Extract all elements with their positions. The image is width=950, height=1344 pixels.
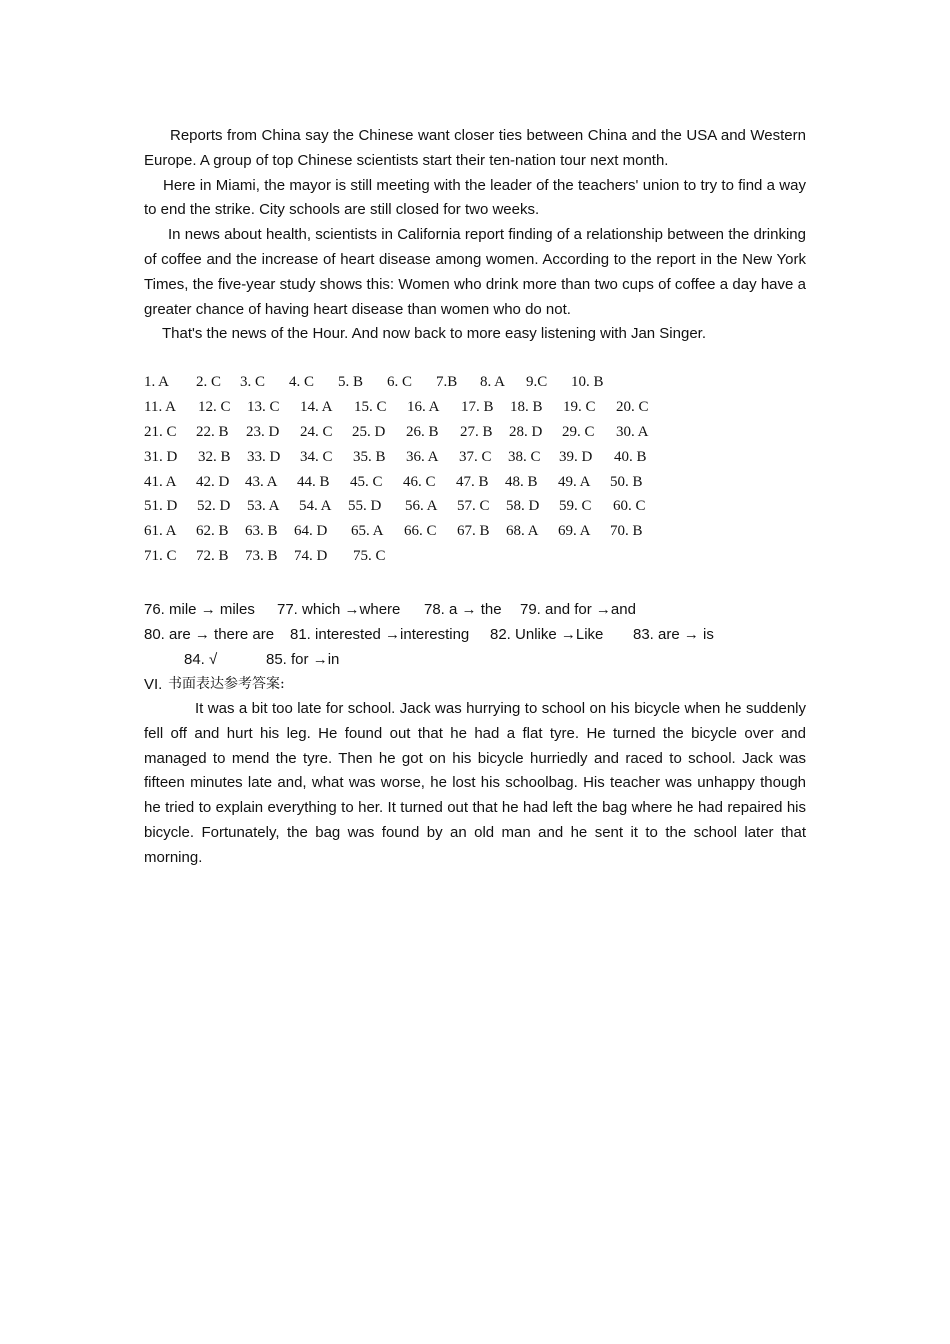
answer-item: 36. A <box>406 448 439 465</box>
answer-item: 29. C <box>562 423 595 440</box>
answer-item: 54. A <box>299 498 332 515</box>
answer-item: 62. B <box>196 523 229 540</box>
correction-item: 85. for →in <box>266 651 340 668</box>
answer-item: 6. C <box>387 374 413 390</box>
correction-item: 81. interested →interesting <box>290 626 470 643</box>
transcript-paragraph: Here in Miami, the mayor is still meeting with the leader of the teachers' union to try to find a way to end the strike. City schools are still closed for two weeks. <box>144 176 806 219</box>
answer-item: 21. C <box>144 423 177 440</box>
answer-item: 17. B <box>461 398 494 415</box>
answer-item: 44. B <box>297 473 330 490</box>
answer-item: 69. A <box>558 523 591 540</box>
answer-key <box>144 374 664 573</box>
answer-item: 31. D <box>144 448 178 465</box>
answer-item: 66. C <box>404 523 437 540</box>
corrections-line <box>144 622 744 647</box>
correction-item: 77. which →where <box>277 601 401 618</box>
answer-row <box>144 374 664 399</box>
answer-item: 68. A <box>506 523 539 540</box>
answer-item: 73. B <box>245 548 278 565</box>
answer-item: 48. B <box>505 473 538 490</box>
answer-item: 59. C <box>559 498 592 515</box>
answer-item: 63. B <box>245 523 278 540</box>
corrections-line <box>144 597 744 622</box>
answer-item: 50. B <box>610 473 643 490</box>
correction-item: 76. mile → miles <box>144 601 255 618</box>
answer-item: 42. D <box>196 473 230 490</box>
answer-item: 32. B <box>198 448 231 465</box>
transcript-paragraph: That's the news of the Hour. And now back to more easy listening with Jan Singer. <box>162 325 706 343</box>
answer-item: 72. B <box>196 548 229 565</box>
answer-item: 35. B <box>353 448 386 465</box>
answer-row <box>144 548 664 573</box>
answer-item: 3. C <box>240 374 266 390</box>
answer-item: 56. A <box>405 498 438 515</box>
answer-item: 46. C <box>403 473 436 490</box>
answer-item: 13. C <box>247 398 280 415</box>
correction-item: 79. and for →and <box>520 601 636 618</box>
answer-item: 65. A <box>351 523 384 540</box>
answer-item: 24. C <box>300 423 333 440</box>
answer-item: 7.B <box>436 374 458 390</box>
answer-item: 30. A <box>616 423 649 440</box>
transcript-paragraph: In news about health, scientists in California report finding of a relationship between the drinking of coffee and the increase of heart disease among women. According to the report in the New York Times, the five-year study shows this: Women who drink more than two cups of coffee a day have a greater chance of having heart disease than women who do not. <box>144 226 806 318</box>
answer-item: 19. C <box>563 398 596 415</box>
answer-item: 18. B <box>510 398 543 415</box>
answer-item: 34. C <box>300 448 333 465</box>
correction-item: 82. Unlike →Like <box>490 626 604 643</box>
writing-essay <box>144 697 806 871</box>
answer-item: 61. A <box>144 523 177 540</box>
answer-item: 58. D <box>506 498 540 515</box>
answer-item: 67. B <box>457 523 490 540</box>
answer-item: 15. C <box>354 398 387 415</box>
answer-item: 43. A <box>245 473 278 490</box>
answer-item: 25. D <box>352 423 386 440</box>
answer-item: 20. C <box>616 398 649 415</box>
answer-item: 74. D <box>294 548 328 565</box>
answer-item: 28. D <box>509 423 543 440</box>
answer-row <box>144 424 664 449</box>
answer-item: 70. B <box>610 523 643 540</box>
answer-item: 38. C <box>508 448 541 465</box>
answer-item: 53. A <box>247 498 280 515</box>
correction-item: 78. a → the <box>424 601 502 618</box>
section-number: VI. <box>144 676 163 693</box>
answer-item: 33. D <box>247 448 281 465</box>
answer-item: 8. A <box>480 374 506 390</box>
writing-heading <box>144 672 444 697</box>
answer-item: 1. A <box>144 374 170 390</box>
answer-item: 10. B <box>571 374 604 390</box>
answer-item: 22. B <box>196 423 229 440</box>
answer-row <box>144 399 664 424</box>
correction-item: 84. √ <box>184 651 218 668</box>
answer-item: 12. C <box>198 398 231 415</box>
answer-item: 57. C <box>457 498 490 515</box>
answer-item: 51. D <box>144 498 178 515</box>
answer-item: 45. C <box>350 473 383 490</box>
answer-item: 27. B <box>460 423 493 440</box>
answer-item: 64. D <box>294 523 328 540</box>
answer-row <box>144 523 664 548</box>
answer-item: 4. C <box>289 374 315 390</box>
answer-item: 9.C <box>526 374 548 390</box>
answer-item: 37. C <box>459 448 492 465</box>
answer-item: 41. A <box>144 473 177 490</box>
corrections-line <box>144 647 744 672</box>
answer-item: 16. A <box>407 398 440 415</box>
answer-item: 14. A <box>300 398 333 415</box>
listening-transcript <box>144 124 806 347</box>
section-title: 书面表达参考答案: <box>168 676 285 692</box>
answer-item: 39. D <box>559 448 593 465</box>
answer-item: 49. A <box>558 473 591 490</box>
answer-item: 26. B <box>406 423 439 440</box>
answer-item: 5. B <box>338 374 364 390</box>
answer-item: 47. B <box>456 473 489 490</box>
answer-item: 60. C <box>613 498 646 515</box>
answer-item: 2. C <box>196 374 222 390</box>
correction-item: 83. are → is <box>633 626 714 643</box>
answer-row <box>144 474 664 499</box>
answer-item: 52. D <box>197 498 231 515</box>
transcript-paragraph: Reports from China say the Chinese want closer ties between China and the USA and Western Europe. A group of top Chinese scientists start their ten-nation tour next month. <box>144 127 806 169</box>
answer-item: 75. C <box>353 548 386 565</box>
answer-row <box>144 498 664 523</box>
answer-item: 23. D <box>246 423 280 440</box>
answer-item: 40. B <box>614 448 647 465</box>
answer-item: 11. A <box>144 398 176 415</box>
essay-paragraph: It was a bit too late for school. Jack was hurrying to school on his bicycle when he suddenly fell off and hurt his leg. He found out that he had a flat tyre. He turned the bicycle over and managed to mend the tyre. Then he got on his bicycle hurriedly and raced to school. Jack was fifteen minutes late and, what was worse, he lost his schoolbag. His teacher was unhappy though he tried to explain everything to her. It turned out that he had left the bag where he had repaired his bicycle. Fortunately, the bag was found by an old man and he sent it to the school later that morning. <box>144 700 806 866</box>
correction-item: 80. are → there are <box>144 626 275 643</box>
answer-item: 55. D <box>348 498 382 515</box>
answer-item: 71. C <box>144 548 177 565</box>
answer-row <box>144 449 664 474</box>
